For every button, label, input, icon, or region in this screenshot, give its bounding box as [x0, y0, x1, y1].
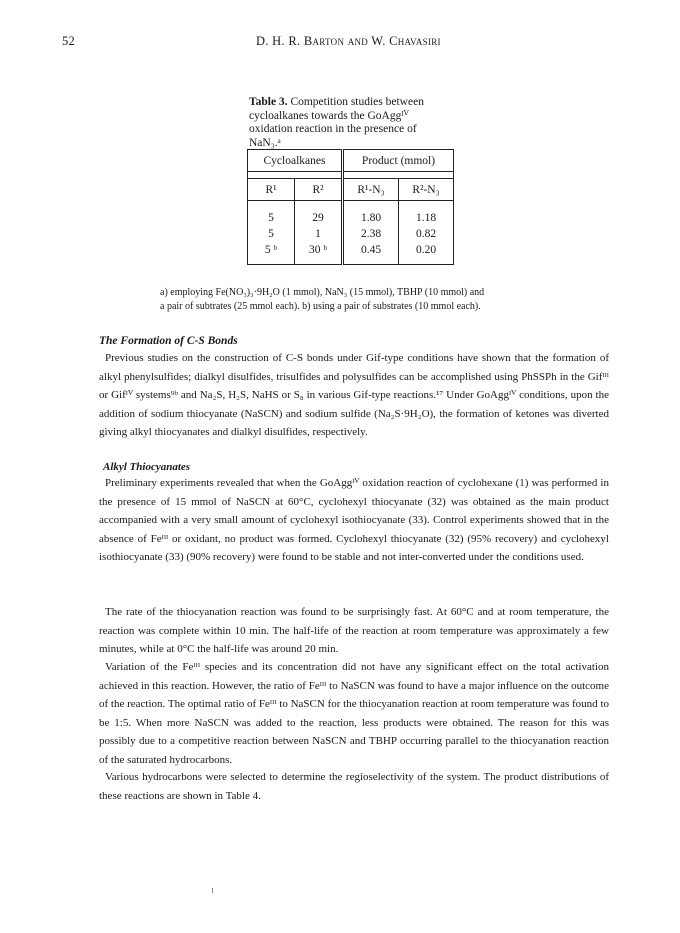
sub-header-r1-n3: R¹-N₃ — [343, 179, 399, 201]
table-cell: 0.20 — [399, 242, 454, 265]
table-cell: 29 — [295, 207, 343, 226]
sub-header-r1: R¹ — [248, 179, 295, 201]
group-header-product: Product (mmol) — [343, 150, 454, 172]
sub-header-r2: R² — [295, 179, 343, 201]
section-paragraph: Previous studies on the construction of C-S bonds under Gif-type conditions have shown that the formation of alkyl phenylsulfides; dialkyl disulfides, trisulfides and polysulfides can be accomplished using PhSSPh in the Gifᴵᴵᴵ or Gifᴵⱽ systems⁹ᵇ and Na₂S, H₂S, NaHS or S₈ in various Gif-type reactions.¹⁷ Under GoAggᴵⱽ conditions, upon the addition of sodium thiocyanate (NaSCN) and sodium sulfide (Na₂S·9H₂O), the formation of ketones was diverted giving alkyl thiocyanates and dialkyl disulfides, respectively. — [99, 352, 609, 438]
scan-mark — [212, 888, 213, 893]
table-caption — [249, 96, 449, 150]
table-caption-label: Table 3. — [249, 96, 288, 108]
table-row — [248, 242, 454, 265]
body-paragraph: Preliminary experiments revealed that when the GoAggᴵⱽ oxidation reaction of cyclohexane (1) was performed in the presence of 15 mmol of NaSCN at 60°C, cyclohexyl thiocyanate (32) was obtained as the main product accompanied with a very small amount of cyclohexyl isothiocyanate (33). Control experiments showed that in the absence of Feᴵᴵᴵ or oxidant, no product was formed. Cyclohexyl thiocyanate (32) (95% recovery) and cyclohexyl isothiocyanate (33) (90% recovery) were found to be stable and not inter-converted under the conditions used. — [99, 477, 609, 563]
table-cell: 5 — [248, 226, 295, 242]
table-cell: 1.80 — [343, 207, 399, 226]
page-number: 52 — [62, 34, 76, 48]
table-row — [248, 226, 454, 242]
body-paragraph: Various hydrocarbons were selected to determine the regioselectivity of the system. The product distributions of these reactions are shown in Table 4. — [99, 771, 609, 802]
table-footnote-line: a pair of subtrates (25 mmol each). b) using a pair of substrates (10 mmol each). — [160, 300, 481, 312]
table-cell: 5 — [248, 207, 295, 226]
table-cell: 1.18 — [399, 207, 454, 226]
subsection-heading: Alkyl Thiocyanates — [103, 461, 191, 473]
table-row — [248, 207, 454, 226]
body-paragraph: The rate of the thiocyanation reaction was found to be surprisingly fast. At 60°C and at room temperature, the reaction was complete within 10 min. The half-life of the reaction at room temperature was approximately a few minutes, while at 0°C the half-life was around 20 min. — [99, 606, 609, 655]
table-cell: 0.45 — [343, 242, 399, 265]
table-cell: 0.82 — [399, 226, 454, 242]
group-header-cycloalkanes: Cycloalkanes — [248, 150, 343, 172]
sub-header-r2-n3: R²-N₃ — [399, 179, 454, 201]
table-footnote — [160, 286, 570, 313]
table-cell: 2.38 — [343, 226, 399, 242]
competition-table — [247, 149, 454, 265]
table-caption-text: Competition studies between cycloalkanes towards the GoAggᴵⱽ oxidation reaction in the presence of NaN₃.ᵃ — [249, 96, 424, 149]
table-cell: 30 ᵇ — [295, 242, 343, 265]
body-paragraph: Variation of the Feᴵᴵᴵ species and its concentration did not have any significant effect on the total activation achieved in this reaction. However, the ratio of Feᴵᴵᴵ to NaSCN was found to have a major influence on the outcome of the reaction. The optimal ratio of Feᴵᴵᴵ to NaSCN for the thiocyanation reaction at room temperature was found to be 1:5. When more NaSCN was added to the reaction, less products were obtained. The reason for this was possibly due to a competitive reaction between NaSCN and TBHP occurring parallel to the thiocyanation reaction of the saturated hydrocarbons. — [99, 661, 609, 766]
running-head: D. H. R. Barton and W. Chavasiri — [256, 34, 441, 48]
section-heading: The Formation of C-S Bonds — [99, 335, 238, 347]
table-cell: 5 ᵇ — [248, 242, 295, 265]
table-footnote-line: a) employing Fe(NO₃)₃·9H₂O (1 mmol), NaN₃ (15 mmol), TBHP (10 mmol) and — [160, 287, 485, 298]
table-cell: 1 — [295, 226, 343, 242]
